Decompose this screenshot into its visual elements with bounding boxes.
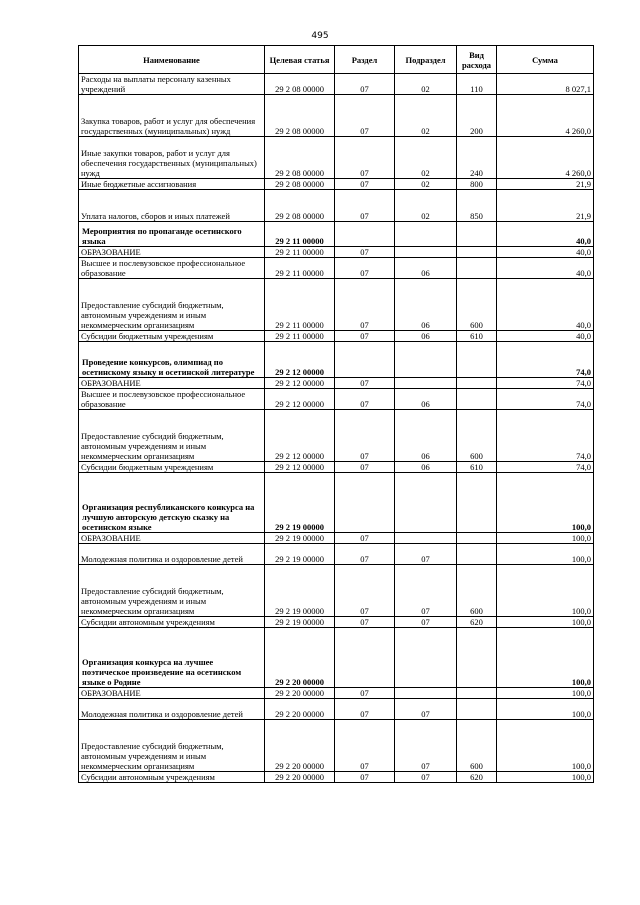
table-row [79, 95, 594, 137]
cell-code: 29 2 19 00000 [265, 473, 335, 533]
cell-section: 07 [335, 533, 395, 544]
cell-section [335, 342, 395, 378]
cell-section: 07 [335, 190, 395, 222]
cell-code: 29 2 19 00000 [265, 544, 335, 565]
table-row [79, 247, 594, 258]
table-body [79, 74, 594, 783]
table-row [79, 74, 594, 95]
cell-expense [457, 378, 497, 389]
page-number: 495 [311, 31, 329, 41]
cell-name: Предоставление субсидий бюджетным, автономным учреждениям и иным некоммерческим организациям [79, 410, 265, 462]
cell-name: Высшее и послевузовское профессиональное образование [79, 258, 265, 279]
cell-section: 07 [335, 565, 395, 617]
cell-subsection: 07 [395, 772, 457, 783]
cell-section: 07 [335, 258, 395, 279]
cell-sum: 100,0 [497, 533, 594, 544]
cell-expense: 600 [457, 565, 497, 617]
cell-sum: 100,0 [497, 628, 594, 688]
cell-expense: 850 [457, 190, 497, 222]
cell-sum: 74,0 [497, 378, 594, 389]
cell-sum: 74,0 [497, 342, 594, 378]
cell-code: 29 2 20 00000 [265, 699, 335, 720]
cell-subsection: 07 [395, 617, 457, 628]
cell-section [335, 222, 395, 247]
cell-section: 07 [335, 772, 395, 783]
cell-name: Проведение конкурсов, олимпиад по осетинскому языку и осетинской литературе [79, 342, 265, 378]
table-row [79, 137, 594, 179]
table-row [79, 544, 594, 565]
cell-name: ОБРАЗОВАНИЕ [79, 688, 265, 699]
cell-subsection: 06 [395, 462, 457, 473]
cell-subsection: 06 [395, 279, 457, 331]
table-row [79, 772, 594, 783]
cell-expense: 200 [457, 95, 497, 137]
cell-name: Высшее и послевузовское профессиональное образование [79, 389, 265, 410]
cell-subsection [395, 378, 457, 389]
cell-section: 07 [335, 247, 395, 258]
cell-sum: 40,0 [497, 258, 594, 279]
table-row [79, 628, 594, 688]
cell-sum: 40,0 [497, 247, 594, 258]
cell-code: 29 2 12 00000 [265, 378, 335, 389]
cell-expense: 620 [457, 617, 497, 628]
cell-name: Молодежная политика и оздоровление детей [79, 699, 265, 720]
cell-section: 07 [335, 688, 395, 699]
cell-subsection: 02 [395, 74, 457, 95]
cell-sum: 4 260,0 [497, 95, 594, 137]
header-name: Наименование [79, 46, 265, 74]
cell-subsection [395, 247, 457, 258]
table-row [79, 389, 594, 410]
cell-code: 29 2 11 00000 [265, 247, 335, 258]
cell-code: 29 2 20 00000 [265, 628, 335, 688]
cell-expense [457, 688, 497, 699]
cell-sum: 100,0 [497, 688, 594, 699]
cell-section [335, 473, 395, 533]
cell-section: 07 [335, 331, 395, 342]
cell-subsection: 02 [395, 179, 457, 190]
cell-sum: 100,0 [497, 617, 594, 628]
table-row [79, 222, 594, 247]
cell-sum: 100,0 [497, 699, 594, 720]
cell-sum: 100,0 [497, 473, 594, 533]
table-row [79, 279, 594, 331]
table-row [79, 378, 594, 389]
cell-subsection [395, 222, 457, 247]
table-row [79, 462, 594, 473]
cell-sum: 40,0 [497, 222, 594, 247]
table-row [79, 688, 594, 699]
cell-subsection: 06 [395, 410, 457, 462]
cell-name: Организация республиканского конкурса на лучшую авторскую детскую сказку на осетинском языке [79, 473, 265, 533]
cell-code: 29 2 08 00000 [265, 179, 335, 190]
table-row [79, 410, 594, 462]
cell-sum: 4 260,0 [497, 137, 594, 179]
cell-code: 29 2 11 00000 [265, 222, 335, 247]
cell-code: 29 2 19 00000 [265, 617, 335, 628]
budget-table [78, 45, 594, 783]
cell-name: Иные бюджетные ассигнования [79, 179, 265, 190]
cell-sum: 100,0 [497, 544, 594, 565]
cell-sum: 74,0 [497, 389, 594, 410]
header-section: Раздел [335, 46, 395, 74]
cell-code: 29 2 12 00000 [265, 389, 335, 410]
cell-expense: 240 [457, 137, 497, 179]
cell-name: Закупка товаров, работ и услуг для обеспечения государственных (муниципальных) нужд [79, 95, 265, 137]
cell-expense [457, 533, 497, 544]
cell-subsection [395, 688, 457, 699]
cell-code: 29 2 12 00000 [265, 342, 335, 378]
cell-expense: 600 [457, 410, 497, 462]
cell-name: Субсидии автономным учреждениям [79, 617, 265, 628]
cell-expense [457, 222, 497, 247]
cell-code: 29 2 20 00000 [265, 772, 335, 783]
cell-subsection: 02 [395, 190, 457, 222]
cell-code: 29 2 08 00000 [265, 137, 335, 179]
table-row [79, 179, 594, 190]
cell-subsection [395, 473, 457, 533]
table-row [79, 258, 594, 279]
cell-expense [457, 258, 497, 279]
cell-code: 29 2 08 00000 [265, 95, 335, 137]
table-row [79, 473, 594, 533]
cell-name: Иные закупки товаров, работ и услуг для обеспечения государственных (муниципальных) нужд [79, 137, 265, 179]
cell-name: Организация конкурса на лучшее поэтическое произведение на осетинском языке о Родине [79, 628, 265, 688]
cell-expense: 110 [457, 74, 497, 95]
cell-expense [457, 473, 497, 533]
cell-section: 07 [335, 179, 395, 190]
cell-sum: 40,0 [497, 279, 594, 331]
cell-subsection: 07 [395, 720, 457, 772]
cell-name: Мероприятия по пропаганде осетинского языка [79, 222, 265, 247]
cell-sum: 100,0 [497, 772, 594, 783]
cell-subsection: 07 [395, 699, 457, 720]
cell-section: 07 [335, 720, 395, 772]
cell-section: 07 [335, 544, 395, 565]
cell-code: 29 2 20 00000 [265, 688, 335, 699]
cell-code: 29 2 19 00000 [265, 533, 335, 544]
cell-subsection: 02 [395, 137, 457, 179]
cell-name: Расходы на выплаты персоналу казенных учреждений [79, 74, 265, 95]
cell-code: 29 2 12 00000 [265, 462, 335, 473]
cell-section: 07 [335, 137, 395, 179]
cell-name: ОБРАЗОВАНИЕ [79, 247, 265, 258]
cell-expense [457, 628, 497, 688]
cell-sum: 40,0 [497, 331, 594, 342]
table-row [79, 720, 594, 772]
cell-expense: 800 [457, 179, 497, 190]
cell-code: 29 2 12 00000 [265, 410, 335, 462]
cell-expense [457, 699, 497, 720]
header-sum: Сумма [497, 46, 594, 74]
cell-subsection: 02 [395, 95, 457, 137]
cell-section: 07 [335, 74, 395, 95]
cell-expense: 610 [457, 331, 497, 342]
cell-name: Уплата налогов, сборов и иных платежей [79, 190, 265, 222]
cell-name: Субсидии бюджетным учреждениям [79, 331, 265, 342]
cell-expense [457, 342, 497, 378]
table-row [79, 565, 594, 617]
cell-code: 29 2 20 00000 [265, 720, 335, 772]
cell-section: 07 [335, 462, 395, 473]
cell-section: 07 [335, 699, 395, 720]
cell-code: 29 2 11 00000 [265, 279, 335, 331]
cell-name: Предоставление субсидий бюджетным, автономным учреждениям и иным некоммерческим организациям [79, 279, 265, 331]
cell-expense [457, 247, 497, 258]
cell-expense: 610 [457, 462, 497, 473]
table-row [79, 699, 594, 720]
cell-sum: 21,9 [497, 179, 594, 190]
cell-section: 07 [335, 389, 395, 410]
cell-subsection: 06 [395, 258, 457, 279]
cell-expense: 600 [457, 720, 497, 772]
cell-subsection [395, 342, 457, 378]
cell-expense: 620 [457, 772, 497, 783]
cell-section: 07 [335, 617, 395, 628]
cell-sum: 74,0 [497, 462, 594, 473]
cell-subsection: 07 [395, 565, 457, 617]
cell-code: 29 2 11 00000 [265, 258, 335, 279]
cell-section: 07 [335, 279, 395, 331]
cell-name: Молодежная политика и оздоровление детей [79, 544, 265, 565]
cell-name: ОБРАЗОВАНИЕ [79, 533, 265, 544]
cell-code: 29 2 08 00000 [265, 190, 335, 222]
cell-name: ОБРАЗОВАНИЕ [79, 378, 265, 389]
cell-expense [457, 544, 497, 565]
cell-subsection: 06 [395, 389, 457, 410]
cell-subsection [395, 628, 457, 688]
table-row [79, 190, 594, 222]
cell-expense: 600 [457, 279, 497, 331]
cell-name: Субсидии автономным учреждениям [79, 772, 265, 783]
cell-name: Субсидии бюджетным учреждениям [79, 462, 265, 473]
cell-code: 29 2 19 00000 [265, 565, 335, 617]
cell-sum: 74,0 [497, 410, 594, 462]
header-expense: Вид расхода [457, 46, 497, 74]
cell-subsection [395, 533, 457, 544]
cell-section [335, 628, 395, 688]
table-row [79, 617, 594, 628]
table-header-row [79, 46, 594, 74]
cell-subsection: 07 [395, 544, 457, 565]
cell-code: 29 2 08 00000 [265, 74, 335, 95]
table-row [79, 533, 594, 544]
table-row [79, 331, 594, 342]
cell-expense [457, 389, 497, 410]
cell-section: 07 [335, 378, 395, 389]
cell-sum: 21,9 [497, 190, 594, 222]
table-row [79, 342, 594, 378]
cell-subsection: 06 [395, 331, 457, 342]
cell-name: Предоставление субсидий бюджетным, автономным учреждениям и иным некоммерческим организациям [79, 565, 265, 617]
cell-section: 07 [335, 95, 395, 137]
cell-sum: 8 027,1 [497, 74, 594, 95]
cell-sum: 100,0 [497, 720, 594, 772]
header-subsection: Подраздел [395, 46, 457, 74]
header-code: Целевая статья [265, 46, 335, 74]
cell-sum: 100,0 [497, 565, 594, 617]
cell-section: 07 [335, 410, 395, 462]
cell-code: 29 2 11 00000 [265, 331, 335, 342]
cell-name: Предоставление субсидий бюджетным, автономным учреждениям и иным некоммерческим организациям [79, 720, 265, 772]
